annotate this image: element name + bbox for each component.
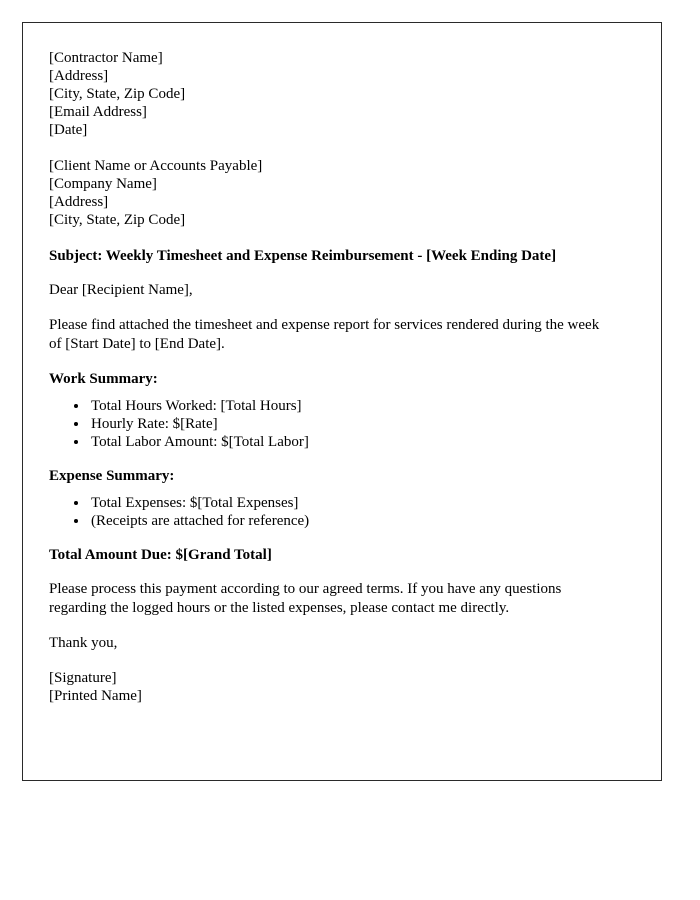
letter-border-box (22, 22, 662, 781)
list-item: • Total Hours Worked: [Total Hours] (89, 397, 635, 415)
signoff: Thank you, (49, 635, 118, 651)
letter-body (23, 23, 661, 705)
sender-address-block (49, 49, 635, 139)
closing-paragraph: Please process this payment according to our agreed terms. If you have any questions regarding the logged hours or the listed expenses, please contact me directly. (49, 581, 562, 616)
list-item: • (Receipts are attached for reference) (89, 512, 635, 530)
subject-line: Subject: Weekly Timesheet and Expense Reimbursement - [Week Ending Date] (49, 248, 557, 264)
recipient-line: [Company Name] (49, 176, 157, 192)
list-item: • Total Labor Amount: $[Total Labor] (89, 433, 635, 451)
total-amount-due: Total Amount Due: $[Grand Total] (49, 547, 272, 563)
recipient-line: [Client Name or Accounts Payable] (49, 158, 263, 174)
recipient-line: [Address] (49, 194, 109, 210)
sender-line: [City, State, Zip Code] (49, 86, 186, 102)
printed-name-line: [Printed Name] (49, 688, 142, 704)
signature-block (49, 669, 635, 705)
expense-summary-list (49, 494, 635, 530)
signature-line: [Signature] (49, 670, 117, 686)
intro-paragraph: Please find attached the timesheet and expense report for services rendered during the week of [Start Date] to [End Date]. (49, 317, 600, 352)
work-summary-heading: Work Summary: (49, 371, 158, 387)
sender-line: [Contractor Name] (49, 50, 163, 66)
work-summary-list (49, 397, 635, 451)
sender-line: [Date] (49, 122, 88, 138)
list-item: • Total Expenses: $[Total Expenses] (89, 494, 635, 512)
list-item: • Hourly Rate: $[Rate] (89, 415, 635, 433)
recipient-line: [City, State, Zip Code] (49, 212, 186, 228)
recipient-address-block (49, 157, 635, 229)
sender-line: [Address] (49, 68, 109, 84)
expense-summary-heading: Expense Summary: (49, 468, 175, 484)
salutation: Dear [Recipient Name], (49, 282, 193, 298)
sender-line: [Email Address] (49, 104, 147, 120)
